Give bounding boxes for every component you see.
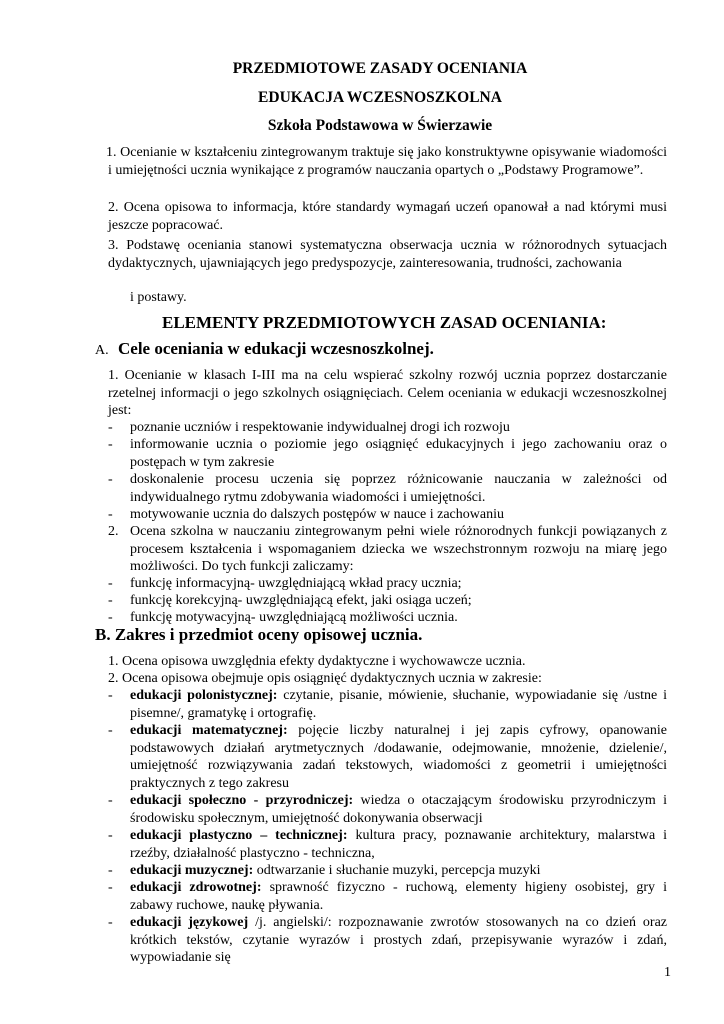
section-a-paragraph-2: Ocena szkolna w nauczaniu zintegrowanym pełni wiele różnorodnych funkcji powiązanych z procesem kształcenia i wspomaganiem dziecka we wszechstronnym rozwoju na miarę jego możliwości. Do tych funkcji zaliczamy: bbox=[130, 524, 667, 574]
scope-item-math: edukacji matematycznej: pojęcie liczby naturalnej i jej zapis cyfrowy, opanowanie podstawowych działań arytmetycznych /dodawanie, odejmowanie, mnożenie, dzielenie/, umiejętność rozwiązywania zadań tekstowych, wiadomości z geometrii i umiejętności praktycznych z tego zakresu bbox=[130, 723, 667, 791]
bullet-dash: - bbox=[108, 688, 113, 703]
bullet-dash: - bbox=[108, 915, 113, 930]
bullet-dash: - bbox=[108, 610, 113, 625]
doc-subtitle: EDUKACJA WCZESNOSZKOLNA bbox=[258, 89, 502, 106]
scope-item-language: edukacji językowej /j. angielski/: rozpoznawanie zwrotów stosowanych na co dzień oraz krótkich tekstów, czytanie wyrazów i prostych zdań, przepisywanie wyrazów i zdań, wypowiadanie się bbox=[130, 915, 668, 965]
bullet-dash: - bbox=[108, 828, 113, 843]
school-name: Szkoła Podstawowa w Świerzawie bbox=[267, 117, 493, 134]
scope-item-art: edukacji plastyczno – technicznej: kultura pracy, poznawanie architektury, malarstwa i rzeźby, działalność plastyczno - techniczna, bbox=[130, 828, 667, 861]
section-b-paragraph-2: 2. Ocena opisowa obejmuje opis osiągnięć dydaktycznych ucznia w zakresie: bbox=[108, 671, 542, 686]
section-b-title: B. Zakres i przedmiot oceny opisowej ucznia. bbox=[95, 625, 423, 644]
bullet-a2-1: funkcję informacyjną- uwzględniającą wkład pracy ucznia; bbox=[130, 576, 462, 591]
intro-item-2: 2. Ocena opisowa to informacja, które standardy wymagań uczeń opanował a nad którymi musi jeszcze popracować. bbox=[108, 200, 667, 233]
section-a-letter: A. bbox=[95, 343, 109, 358]
intro-item-3: 3. Podstawę oceniania stanowi systematyczna obserwacja ucznia w różnorodnych sytuacjach dydaktycznych, ujawniających jego predyspozycje, zainteresowania, trudności, zachowania bbox=[108, 238, 667, 271]
bullet-a1-4: motywowanie ucznia do dalszych postępów w nauce i zachowaniu bbox=[130, 507, 504, 522]
bullet-a2-3: funkcję motywacyjną- uwzględniającą możliwości ucznia. bbox=[130, 610, 458, 625]
intro-item-1: 1. Ocenianie w kształceniu zintegrowanym traktuje się jako konstruktywne opisywanie wiadomości i umiejętności ucznia wynikające z programów nauczania opartych o „Podstawy Programowe”. bbox=[106, 145, 667, 178]
bullet-dash: - bbox=[108, 793, 113, 808]
scope-item-social: edukacji społeczno - przyrodniczej: wiedza o otaczającym środowisku przyrodniczym i środowisku społecznym, umiejętność dokonywania obserwacji bbox=[130, 793, 667, 826]
section-a-title: Cele oceniania w edukacji wczesnoszkolnej. bbox=[118, 339, 434, 358]
bullet-a1-1: poznanie uczniów i respektowanie indywidualnej drogi ich rozwoju bbox=[130, 420, 510, 435]
bullet-dash: - bbox=[108, 472, 113, 487]
bullet-dash: - bbox=[108, 507, 113, 522]
bullet-a1-3: doskonalenie procesu uczenia się poprzez różnicowanie nauczania w zależności od indywidualnego rytmu zdobywania wiadomości i umiejętności. bbox=[130, 472, 667, 505]
bullet-dash: - bbox=[108, 880, 113, 895]
scope-item-polish: edukacji polonistycznej: czytanie, pisanie, mówienie, słuchanie, wypowiadanie się /ustne i pisemne/, gramatykę i ortografię. bbox=[130, 688, 667, 721]
section-b-paragraph-1: 1. Ocena opisowa uwzględnia efekty dydaktyczne i wychowawcze ucznia. bbox=[108, 654, 526, 669]
bullet-dash: - bbox=[108, 437, 113, 452]
bullet-dash: - bbox=[108, 593, 113, 608]
bullet-a2-2: funkcję korekcyjną- uwzględniającą efekt, jaki osiąga uczeń; bbox=[130, 593, 472, 608]
section-a-p2-number: 2. bbox=[108, 524, 119, 539]
section-a-paragraph-1: 1. Ocenianie w klasach I-III ma na celu wspierać szkolny rozwój ucznia poprzez dostarczanie rzetelnej informacji o jego szkolnych osiągnięciach. Celem oceniania w edukacji wczesnoszkolnej jest: bbox=[108, 368, 667, 418]
scope-item-health: edukacji zdrowotnej: sprawność fizyczno - ruchową, elementy higieny osobistej, gry i zabawy ruchowe, naukę pływania. bbox=[130, 880, 668, 913]
bullet-dash: - bbox=[108, 863, 113, 878]
bullet-dash: - bbox=[108, 723, 113, 738]
intro-item-3-end: i postawy. bbox=[130, 290, 187, 305]
scope-item-music: edukacji muzycznej: odtwarzanie i słuchanie muzyki, percepcja muzyki bbox=[130, 863, 541, 878]
bullet-dash: - bbox=[108, 420, 113, 435]
doc-title: PRZEDMIOTOWE ZASADY OCENIANIA bbox=[232, 60, 528, 77]
bullet-dash: - bbox=[108, 576, 113, 591]
page-number: 1 bbox=[664, 965, 671, 980]
bullet-a1-2: informowanie ucznia o poziomie jego osiągnięć edukacyjnych i jego zachowaniu oraz o postępach w tym zakresie bbox=[130, 437, 667, 470]
elements-heading: ELEMENTY PRZEDMIOTOWYCH ZASAD OCENIANIA: bbox=[162, 313, 607, 332]
